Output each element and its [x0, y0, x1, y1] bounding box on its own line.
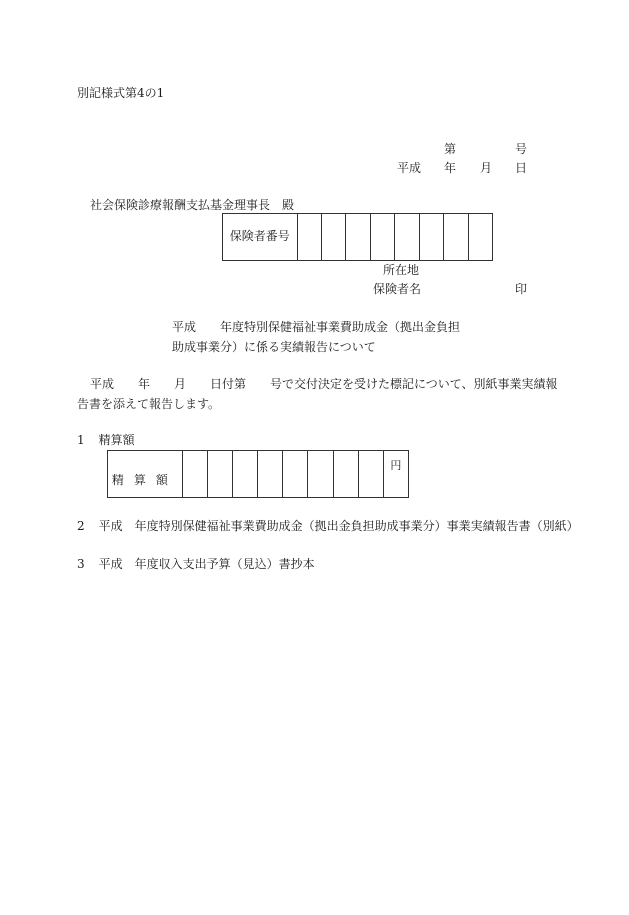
amount-digit-box[interactable] [182, 451, 207, 497]
item-3-label: 平成 年度収入支出予算（見込）書抄本 [98, 557, 315, 571]
insurer-number-digit-box[interactable] [297, 214, 321, 260]
form-number: 別記様式第4の1 [77, 86, 165, 100]
item-2-number: 2 [77, 519, 85, 533]
report-title-line2: 助成事業分）に係る実績報告について [172, 340, 376, 354]
date-era: 平成 [397, 161, 422, 175]
amount-digit-box[interactable] [358, 451, 383, 497]
amount-digit-box[interactable] [282, 451, 307, 497]
body-text-line2: 告書を添えて報告します。 [77, 397, 221, 411]
amount-digit-box[interactable] [232, 451, 257, 497]
insurer-name-label: 保険者名 [373, 282, 422, 296]
insurer-number-digit-box[interactable] [394, 214, 418, 260]
item-2-label: 平成 年度特別保健福祉事業費助成金（拠出金負担助成事業分）事業実績報告書（別紙） [98, 519, 579, 533]
settlement-amount-label: 精算額 [111, 473, 178, 488]
item-1-number: 1 [77, 433, 85, 447]
insurer-number-digit-box[interactable] [443, 214, 467, 260]
address-label: 所在地 [383, 263, 420, 277]
document-number-prefix: 第 [444, 142, 457, 156]
item-1 [77, 433, 135, 449]
amount-digit-box[interactable] [307, 451, 332, 497]
insurer-number-digit-box[interactable] [468, 214, 492, 260]
yen-unit-box[interactable]: 円 [383, 451, 408, 497]
insurer-number-digit-box[interactable] [321, 214, 345, 260]
date-month-label: 月 [480, 161, 493, 175]
insurer-number-digit-box[interactable] [370, 214, 394, 260]
amount-digit-box[interactable] [207, 451, 232, 497]
date-day-label: 日 [515, 161, 528, 175]
item-3-number: 3 [77, 557, 85, 571]
document-number-suffix: 号 [515, 142, 528, 156]
seal-mark: 印 [515, 282, 528, 296]
addressee: 社会保険診療報酬支払基金理事長 殿 [90, 198, 295, 212]
body-text-line1: 平成 年 月 日付第 号で交付決定を受けた標記について、別紙事業実績報 [90, 377, 558, 391]
date-year-label: 年 [444, 161, 457, 175]
item-2 [77, 519, 579, 535]
insurer-number-digit-box[interactable] [345, 214, 369, 260]
amount-digit-box[interactable] [333, 451, 358, 497]
insurer-number-label: 保険者番号 [229, 229, 290, 244]
insurer-number-grid [222, 213, 493, 261]
item-1-label: 精算額 [98, 433, 135, 447]
amount-digit-box[interactable] [257, 451, 282, 497]
settlement-amount-grid [107, 450, 409, 498]
item-3 [77, 557, 315, 573]
insurer-number-digit-box[interactable] [419, 214, 443, 260]
report-title-line1: 平成 年度特別保健福祉事業費助成金（拠出金負担 [172, 320, 461, 334]
